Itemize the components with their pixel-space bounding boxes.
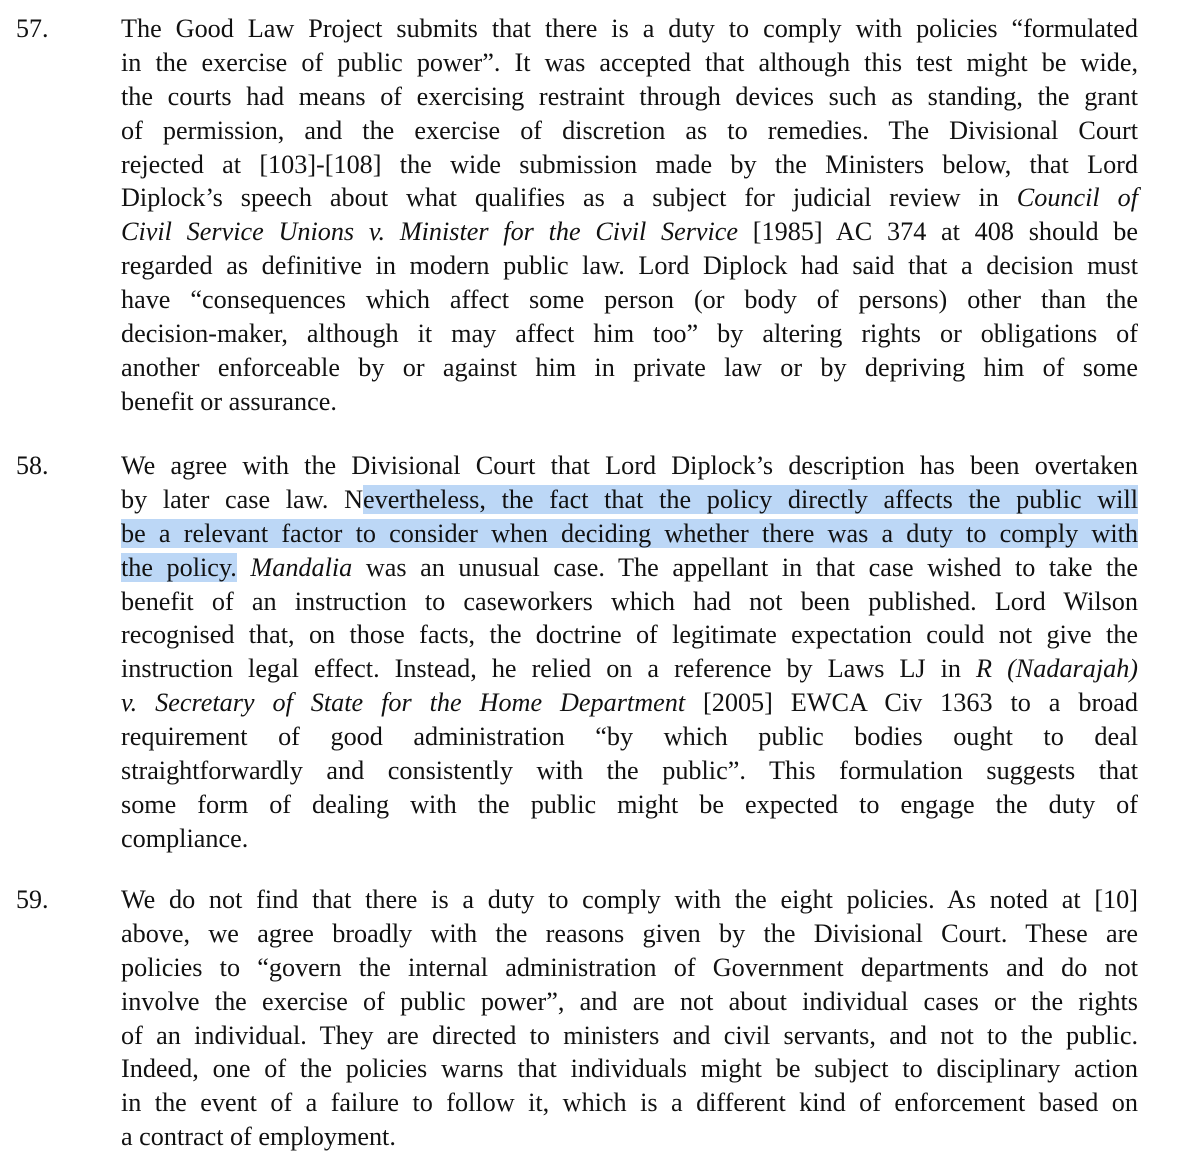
text-line: have “consequences which affect some person (or body of persons) other than the [121, 285, 1138, 315]
paragraph-number: 57. [16, 14, 49, 43]
text-line[interactable]: the policy. Mandalia was an unusual case. The appellant in that case wished to take the [121, 552, 1139, 582]
text-line: rejected at [103]-[108] the wide submission made by the Ministers below, that Lord [121, 149, 1138, 179]
text-line: Indeed, one of the policies warns that individuals might be subject to disciplinary action [121, 1054, 1138, 1084]
text-line[interactable] [121, 517, 1138, 551]
text-line: requirement of good administration “by which public bodies ought to deal [121, 722, 1138, 752]
paragraph-number: 59. [16, 885, 49, 914]
text-selection-highlight[interactable]: evertheless, the fact that the policy directly affects the public will [363, 484, 1138, 514]
case-citation: R (Nadarajah) [976, 654, 1139, 684]
text-line[interactable]: by later case law. Nevertheless, the fact that the policy directly affects the public will [121, 484, 1138, 514]
text-line: policies to “govern the internal administration of Government departments and do not [121, 952, 1138, 982]
case-citation: Civil Service Unions v. Minister for the Civil Service [121, 217, 739, 247]
text-line: benefit or assurance. [121, 386, 337, 416]
paragraph-number: 58. [16, 451, 49, 480]
text-line: decision-maker, although it may affect him too” by altering rights or obligations of [121, 319, 1138, 349]
text-selection-highlight[interactable]: the policy. [121, 552, 237, 582]
text-line: in the event of a failure to follow it, which is a different kind of enforcement based on [121, 1088, 1138, 1118]
text-line: straightforwardly and consistently with the public”. This formulation suggests that [121, 756, 1138, 786]
text-line: in the exercise of public power”. It was accepted that although this test might be wide, [121, 47, 1138, 77]
paragraph-body [121, 449, 1138, 856]
text-line: involve the exercise of public power”, and are not about individual cases or the rights [121, 986, 1138, 1016]
text-line: compliance. [121, 823, 249, 853]
text-line: of permission, and the exercise of discretion as to remedies. The Divisional Court [121, 115, 1138, 145]
text-line: Diplock’s speech about what qualifies as a subject for judicial review in Council of [121, 183, 1138, 213]
text-line: of an individual. They are directed to ministers and civil servants, and not to the public. [121, 1020, 1138, 1050]
text-line: The Good Law Project submits that there is a duty to comply with policies “formulated [121, 14, 1138, 43]
case-citation: v. Secretary of State for the Home Department [121, 688, 686, 718]
text-line: v. Secretary of State for the Home Department [2005] EWCA Civ 1363 to a broad [121, 688, 1138, 718]
text-line: benefit of an instruction to caseworkers which had not been published. Lord Wilson [121, 586, 1138, 616]
text-line: We agree with the Divisional Court that Lord Diplock’s description has been overtaken [121, 451, 1138, 480]
case-citation: Council of [1016, 183, 1138, 213]
text-line: recognised that, on those facts, the doctrine of legitimate expectation could not give the [121, 620, 1138, 650]
text-line: a contract of employment. [121, 1122, 396, 1152]
paragraph-body [121, 883, 1138, 1154]
text-line: some form of dealing with the public might be expected to engage the duty of [121, 789, 1138, 819]
paragraph-body [121, 12, 1138, 419]
text-selection-highlight[interactable]: be a relevant factor to consider when deciding whether there was a duty to comply with [121, 518, 1138, 548]
case-citation: Mandalia [250, 552, 353, 582]
text-line: We do not find that there is a duty to comply with the eight policies. As noted at [10] [121, 885, 1138, 914]
text-line: another enforceable by or against him in private law or by depriving him of some [121, 352, 1138, 382]
text-line: instruction legal effect. Instead, he relied on a reference by Laws LJ in R (Nadarajah) [121, 654, 1139, 684]
text-line: the courts had means of exercising restraint through devices such as standing, the grant [121, 81, 1138, 111]
text-line: regarded as definitive in modern public law. Lord Diplock had said that a decision must [121, 251, 1138, 281]
text-line: above, we agree broadly with the reasons given by the Divisional Court. These are [121, 918, 1138, 948]
text-line: Civil Service Unions v. Minister for the Civil Service [1985] AC 374 at 408 should be [121, 217, 1138, 247]
